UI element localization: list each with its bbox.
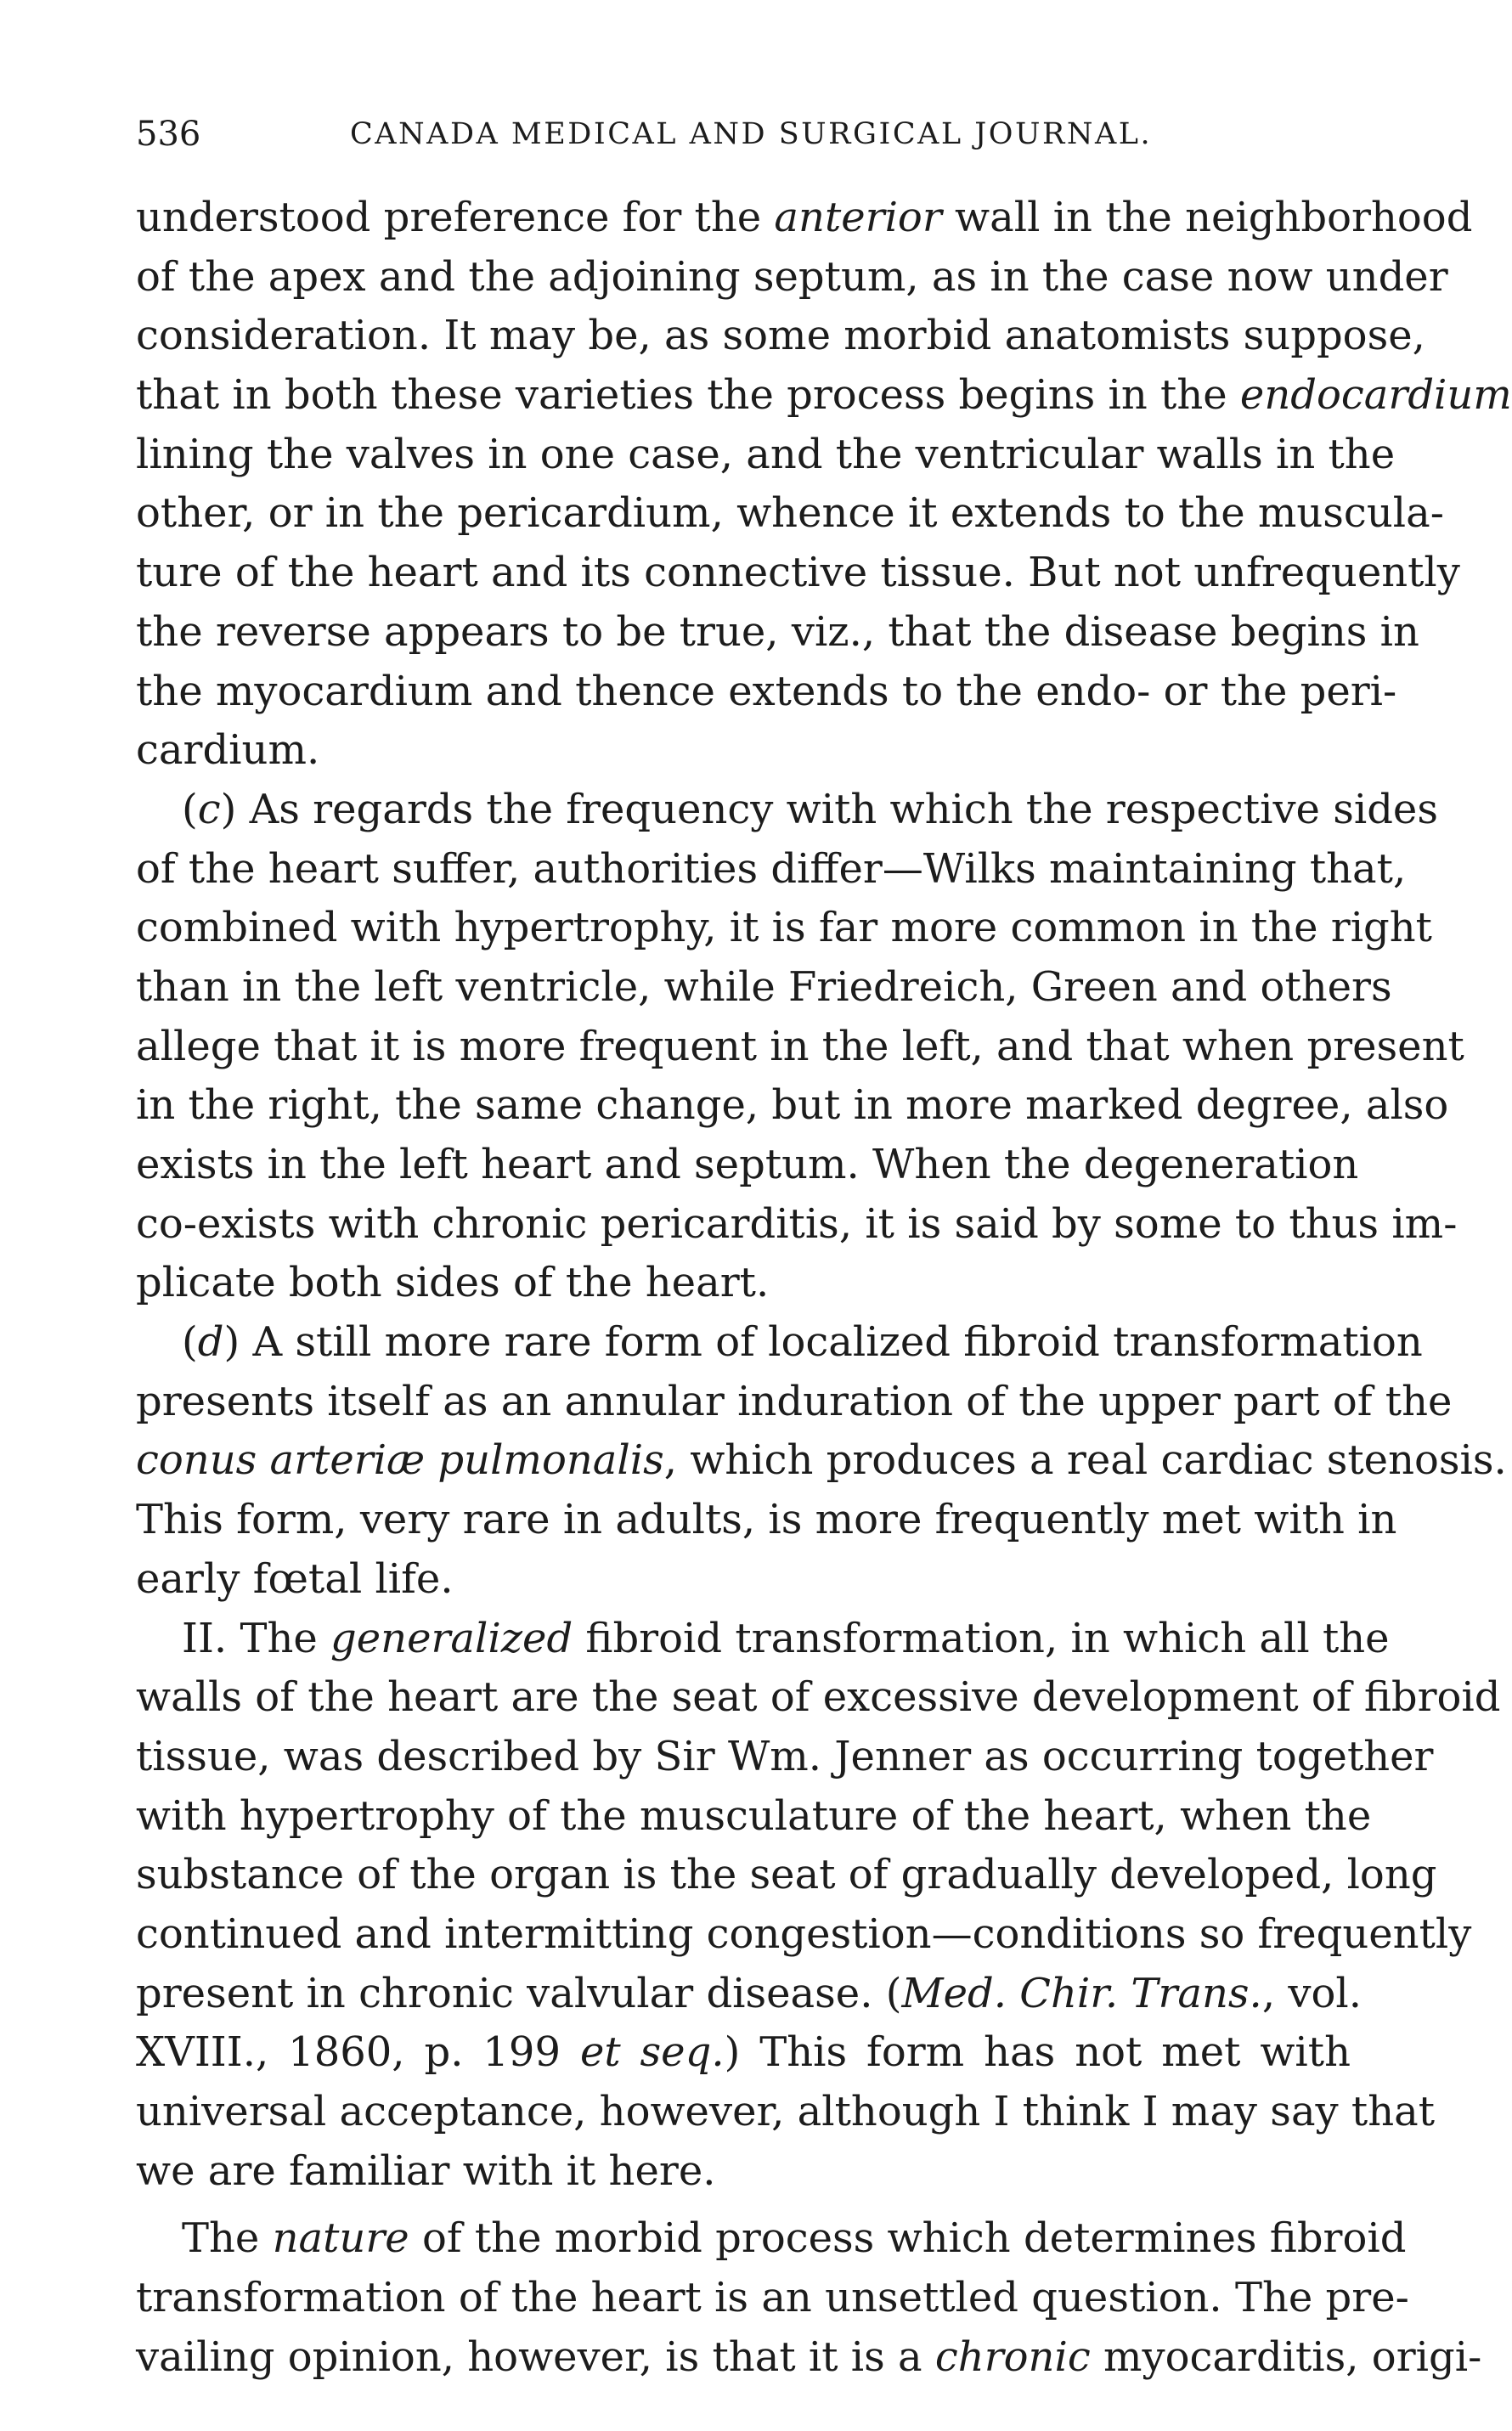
text-run: consideration. It may be, as some morbid anatomists suppose, [136, 312, 1425, 360]
text-line [136, 721, 1351, 781]
text-line [136, 1787, 1372, 1847]
page-header [136, 109, 1351, 160]
italic-run: c [197, 785, 221, 833]
text-line [136, 1668, 1501, 1728]
text-line [136, 1846, 1437, 1905]
text-run: tissue, was described by Sir Wm. Jenner as occurring together [136, 1732, 1434, 1780]
text-line [136, 1076, 1449, 1136]
text-run: present in chronic valvular disease. ( [136, 1969, 902, 2017]
text-run: This form, very rare in adults, is more frequently met with in [136, 1496, 1397, 1544]
text-run: than in the left ventricle, while Friedreich, Green and others [136, 962, 1392, 1011]
text-run: of the morbid process which determines fibroid [409, 2214, 1407, 2263]
text-run: wall in the neighborhood [941, 194, 1473, 241]
text-line [136, 1728, 1434, 1787]
text-run: walls of the heart are the seat of excessive development of fibroid [136, 1673, 1501, 1722]
text-run: myocarditis, origi- [1090, 2332, 1482, 2381]
text-line [136, 2023, 1351, 2083]
text-run: ) This form has not met with [724, 2028, 1351, 2077]
text-line [136, 248, 1448, 307]
text-run: XVIII., 1860, p. 199 [136, 2028, 580, 2077]
text-run: allege that it is more frequent in the left, and that when present [136, 1022, 1464, 1070]
text-line [136, 1254, 1351, 1313]
text-line [136, 781, 1438, 840]
italic-run: et seq. [579, 2028, 725, 2077]
text-run: ( [182, 785, 198, 833]
text-run: the myocardium and thence extends to the endo- or the peri- [136, 667, 1397, 715]
text-run: The [182, 2214, 273, 2263]
text-run: in the right, the same change, but in more marked degree, also [136, 1081, 1449, 1130]
text-run: of the heart suffer, authorities differ—Wilks maintaining that, [136, 844, 1407, 893]
text-line [136, 1313, 1423, 1373]
text-line [136, 2083, 1436, 2142]
text-run: ture of the heart and its connective tissue. But not unfrequently [136, 549, 1460, 597]
text-line [136, 189, 1473, 248]
text-run: vailing opinion, however, is that it is a [136, 2332, 935, 2381]
text-line [136, 1905, 1472, 1965]
italic-run: Med. Chir. Trans. [901, 1969, 1262, 2017]
text-line [136, 1431, 1507, 1491]
text-run: lining the valves in one case, and the ventricular walls in the [136, 430, 1396, 478]
text-run: presents itself as an annular induration of the upper part of the [136, 1377, 1453, 1425]
running-head: CANADA MEDICAL AND SURGICAL JOURNAL. [350, 117, 1153, 151]
text-run: fibroid transformation, in which all the [573, 1614, 1390, 1662]
text-line [136, 1610, 1390, 1669]
italic-run: endocardium [1239, 371, 1512, 420]
text-run: cardium. [136, 726, 320, 775]
text-line [136, 426, 1396, 485]
text-run: substance of the organ is the seat of gradually developed, long [136, 1851, 1437, 1899]
italic-run: conus arteriæ pulmonalis [136, 1436, 664, 1485]
text-line [136, 899, 1432, 958]
text-line [136, 1550, 1351, 1610]
text-run: of the apex and the adjoining septum, as in the case now under [136, 252, 1448, 301]
text-run: continued and intermitting congestion—conditions so frequently [136, 1909, 1472, 1958]
text-run: , vol. [1261, 1969, 1362, 2017]
text-run: understood preference for the [136, 194, 775, 241]
text-run: ) As regards the frequency with which the respective sides [220, 785, 1438, 833]
italic-run: d [197, 1318, 224, 1367]
text-run: the reverse appears to be true, viz., that the disease begins in [136, 607, 1419, 656]
text-run: we are familiar with it here. [136, 2146, 716, 2195]
text-line [136, 1195, 1458, 1255]
body-text [136, 189, 1512, 2387]
text-line [136, 1373, 1453, 1432]
text-line [136, 958, 1392, 1018]
text-run: plicate both sides of the heart. [136, 1259, 770, 1307]
page-number: 536 [136, 115, 201, 154]
text-run: , which produces a real cardiac stenosis. [663, 1436, 1507, 1485]
text-run: co-exists with chronic pericarditis, it is said by some to thus im- [136, 1199, 1458, 1248]
text-run: early fœtal life. [136, 1554, 454, 1603]
text-run: ) A still more rare form of localized fibroid transformation [223, 1318, 1423, 1367]
text-line [136, 603, 1419, 663]
text-line [136, 1136, 1359, 1195]
text-run: ( [182, 1318, 198, 1367]
text-run: other, or in the pericardium, whence it extends to the muscula- [136, 489, 1444, 538]
text-line [136, 366, 1512, 426]
text-line [136, 1491, 1397, 1550]
text-line [136, 1018, 1464, 1077]
text-run: transformation of the heart is an unsettled question. The pre- [136, 2274, 1409, 2322]
italic-run: generalized [330, 1614, 573, 1662]
text-line [136, 663, 1397, 722]
italic-run: nature [272, 2214, 409, 2263]
text-run: that in both these varieties the process begins in the [136, 371, 1240, 420]
text-run: exists in the left heart and septum. When the degeneration [136, 1141, 1359, 1188]
text-run: universal acceptance, however, although I think I may say that [136, 2088, 1436, 2135]
italic-run: anterior [774, 194, 942, 241]
text-line [136, 840, 1407, 900]
text-run: combined with hypertrophy, it is far more common in the right [136, 904, 1432, 952]
text-line [136, 2269, 1409, 2328]
text-run: with hypertrophy of the musculature of the heart, when the [136, 1791, 1372, 1840]
text-run: II. The [182, 1614, 331, 1662]
text-line [136, 484, 1444, 544]
text-line [136, 2209, 1407, 2269]
text-line [136, 2142, 1351, 2202]
text-line [136, 307, 1425, 366]
text-line [136, 1965, 1362, 2024]
text-line [136, 2328, 1482, 2388]
italic-run: chronic [934, 2332, 1091, 2381]
text-line [136, 544, 1460, 603]
